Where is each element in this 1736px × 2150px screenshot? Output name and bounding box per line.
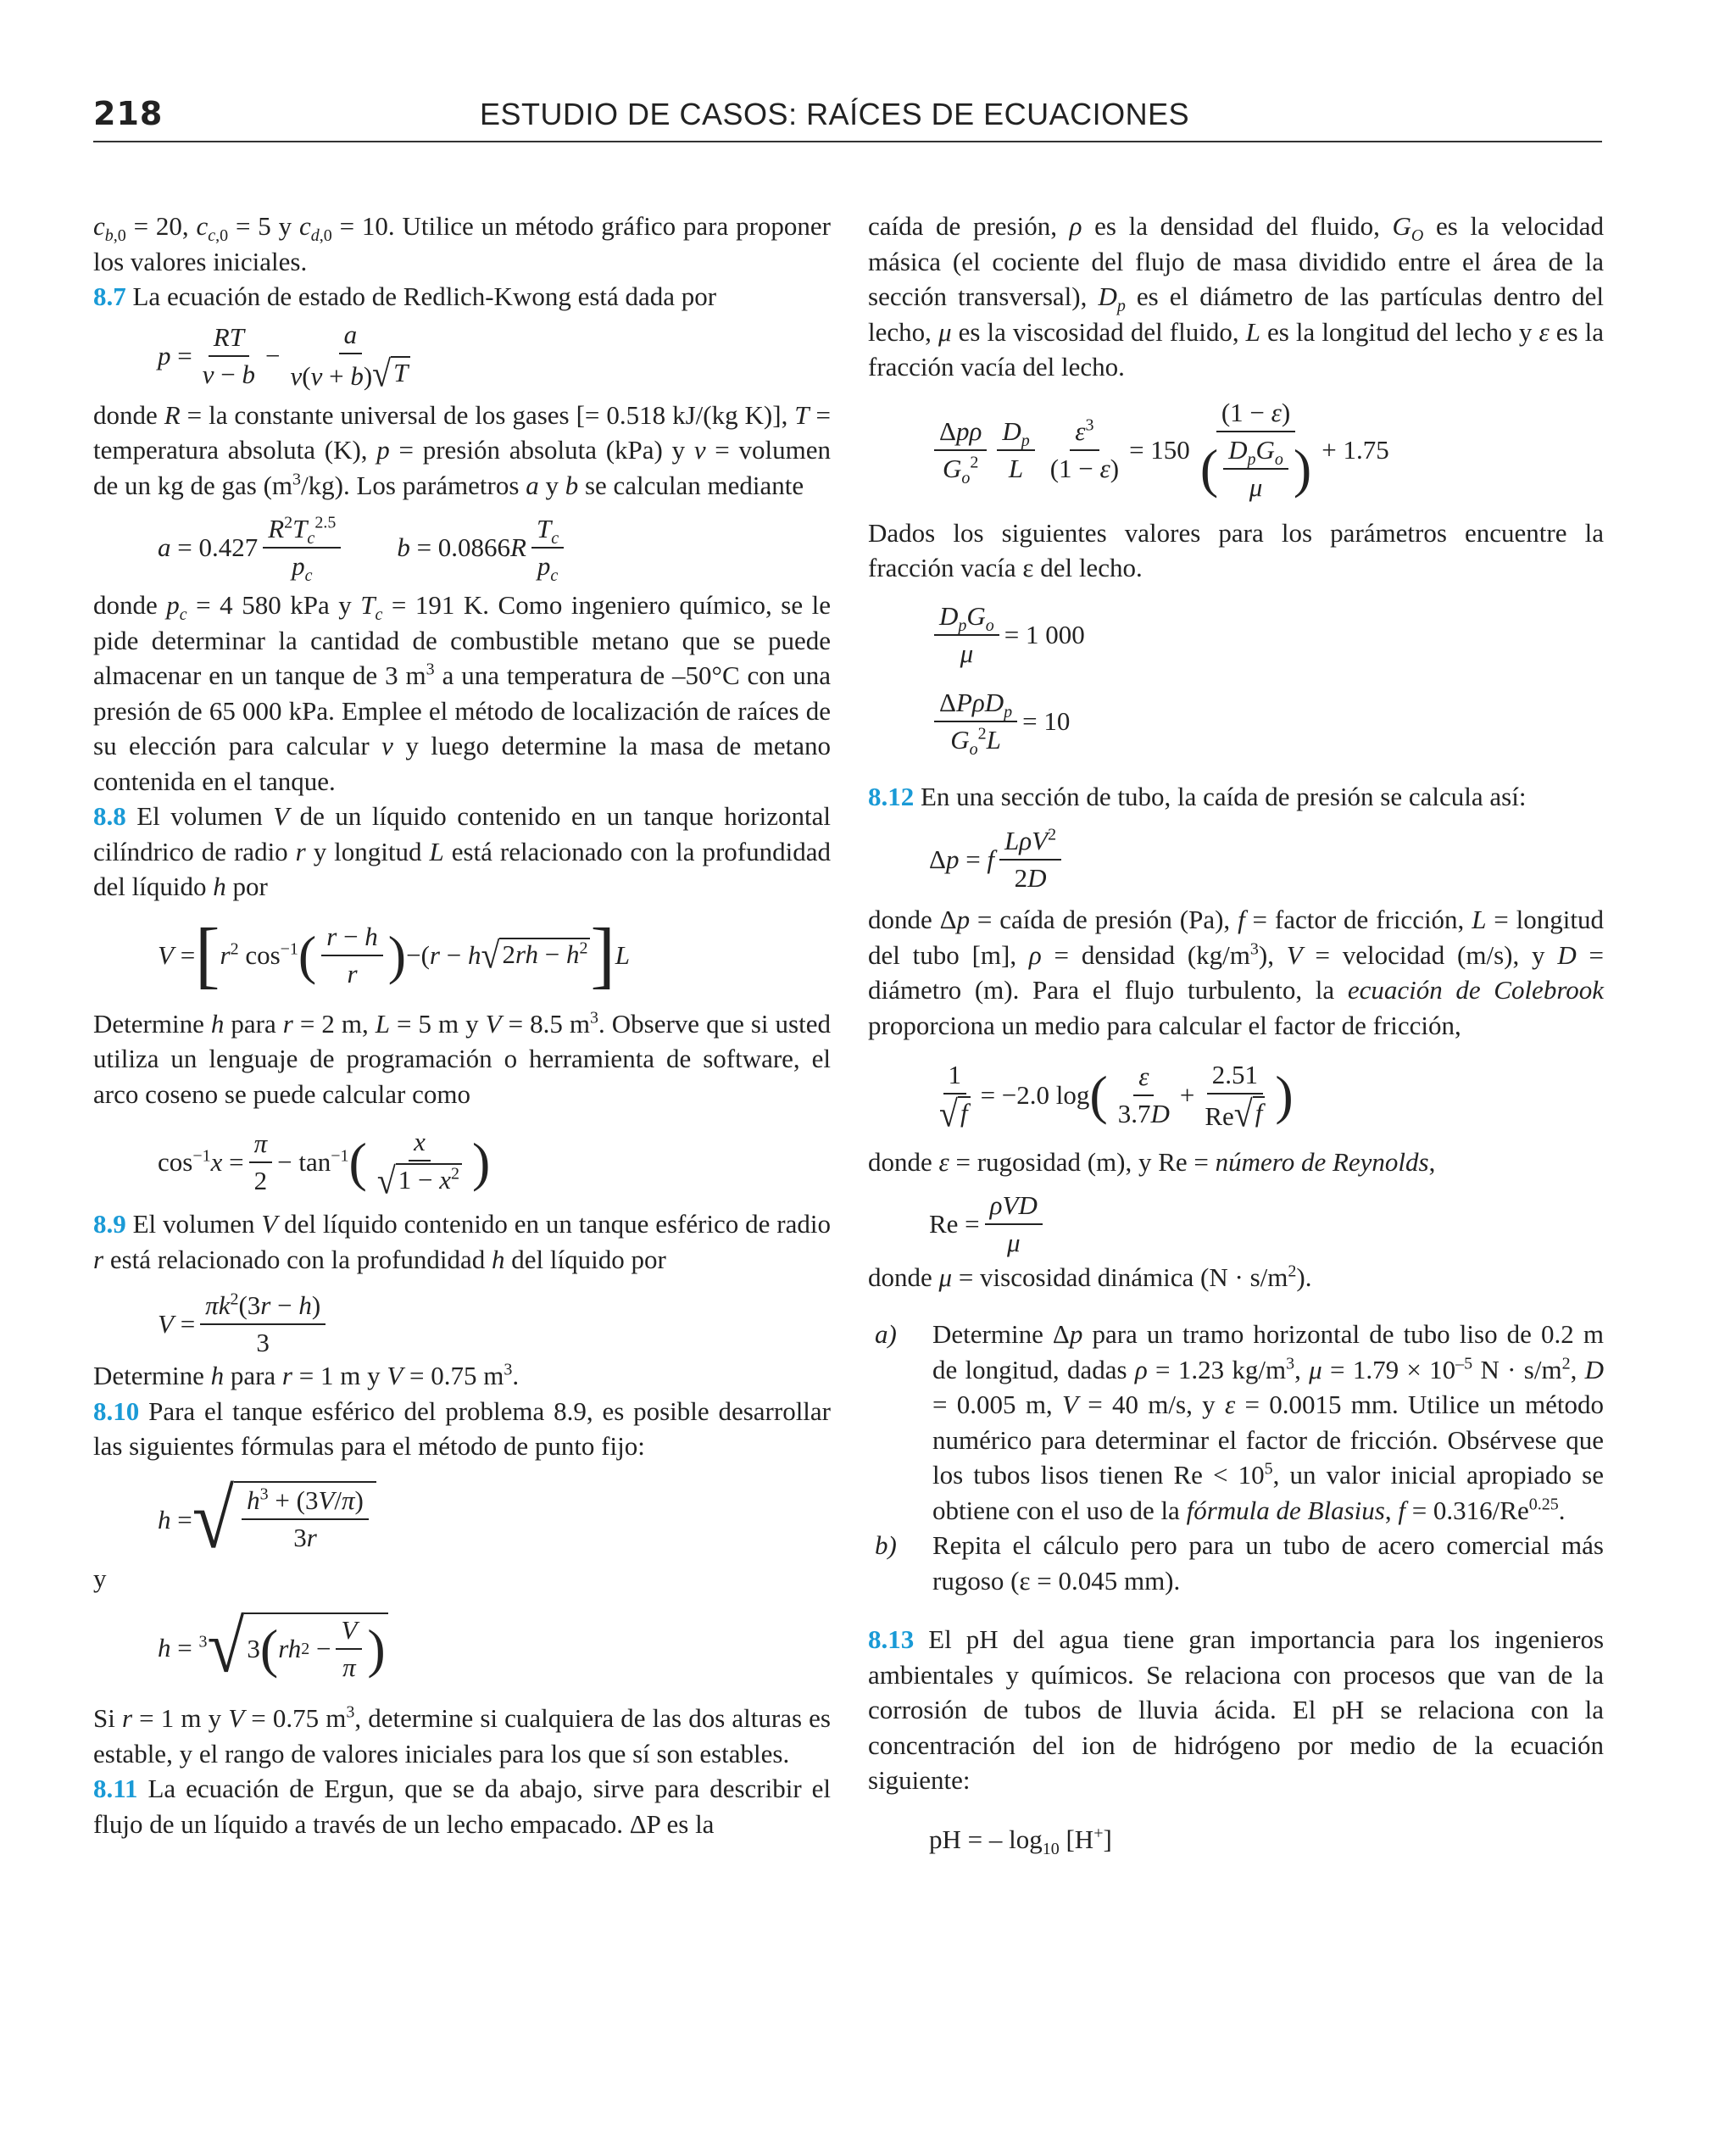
- problem-8-12: [868, 779, 1604, 815]
- problem-number: 8.8: [93, 801, 126, 831]
- list-label: b): [875, 1530, 897, 1560]
- equation-fixed-point-1: h = √ $\frac{h^3 + (3V/\pi)}{3r}$: [158, 1479, 831, 1561]
- equation-spherical-tank: V = $\frac{\pi k^2(3r - h)}{3}$: [158, 1290, 831, 1358]
- list-item-b: [868, 1528, 1604, 1598]
- paragraph: donde μ = viscosidad dinámica $(N \cdot s/m^2)$.: [868, 1262, 1312, 1292]
- problem-8-11: [93, 1771, 831, 1841]
- problem-8-7: [93, 279, 831, 315]
- problem-8-10: [93, 1394, 831, 1464]
- paragraph: Si r = 1 m y V = 0.75 $m^3$, determine si cualquiera de las dos alturas es estable, y el rango de valores iniciales para los que sí son estables.: [93, 1702, 831, 1768]
- paragraph: donde R = la constante universal de los gases [= 0.518 kJ/(kg K)], T = temperatura absoluta (K), p = presión absoluta (kPa) y v = volumen de un kg de gas $(m^3/kg)$. Los parámetros a y b se calculan mediante: [93, 399, 831, 500]
- problem-number: 8.10: [93, 1395, 140, 1426]
- list-item-a: [868, 1317, 1604, 1528]
- problem-text: En una sección de tubo, la caída de presión se calcula así:: [921, 781, 1527, 811]
- list-label: a): [875, 1319, 897, 1349]
- equation-colebrook: 1 √ f = −2.0 log ( $\frac{\varepsilon}{3.7D}$ + 2.51 Re √ f ): [939, 1059, 1294, 1134]
- problem-8-13: [868, 1622, 1604, 1798]
- paragraph: Determine h para r = 2 m, L = 5 m y V = 8.5 $m^3$. Observe que si usted utiliza un lenguaje de programación o herramienta de software, el arco coseno se puede calcular como: [93, 1008, 831, 1109]
- paragraph: donde $p_c = 4$ 580 kPa y $T_c = 191$ K. Como ingeniero químico, se le pide determinar la cantidad de combustible metano que se puede almacenar en un tanque de 3 $m^3$ a una temperatura de –50°C con una presión de 65 000 kPa. Emplee el método de localización de raíces de su elección para calcular v y luego determine la masa de metano contenida en el tanque.: [93, 590, 831, 796]
- value-1000: = 1 000: [1004, 619, 1085, 649]
- problem-text: Para el tanque esférico del problema 8.9, es posible desarrollar las siguientes fórmulas para el método de punto fijo:: [93, 1395, 831, 1461]
- problem-number: 8.12: [868, 781, 915, 811]
- running-head: ESTUDIO DE CASOS: RAÍCES DE ECUACIONES: [480, 97, 1190, 131]
- paragraph-continuation: $c_{b,0} = 20$, $c_{c,0} = 5$ y $c_{d,0} = 10$. Utilice un método gráfico para proponer los valores iniciales.: [93, 211, 831, 276]
- equation-dprhodp: $\frac{\Delta P\rho D_p}{G_o^2L}$ = 10: [929, 679, 1604, 764]
- page-number: 218: [93, 95, 164, 132]
- list-text: Determine Δp para un tramo horizontal de tubo liso de 0.2 m de longitud, dadas ρ = 1.23 $kg/m^3$, $\mu = 1.79 \times 10^{-5}$ $N \cdot s/m^2$, D = 0.005 m, V = 40 m/s, y ε = 0.0015 mm. Utilice un método numérico para determinar el factor de fricción. Obsérvese que los tubos lisos tienen $Re < 10^5$, un valor inicial apropiado se obtiene con el uso de la fórmula de Blasius, $f = 0.316/Re^{0.25}$.: [932, 1319, 1605, 1525]
- problem-8-9: 8.9 El volumen V del líquido contenido en un tanque esférico de radio r está relacionado con la profundidad h del líquido por: [93, 1209, 831, 1274]
- equation-pressure-drop: Δ p = f $\frac{L\rho V^2}{2D}$: [929, 824, 1604, 895]
- equation-ergun: $\frac{\text{Δpρ}}{G_o^2}$ $\frac{D_p}{L}$ $\frac{\varepsilon^3}{(1 - \varepsilon)}$ = 150 (1 − ε) ( $\frac{D_pG_o}{\mu}$ ) + 1.75: [929, 400, 1604, 500]
- problem-text: El pH del agua tiene gran importancia para los ingenieros ambientales y químicos. Se relaciona con procesos que van de la corrosión de tubos de lluvia ácida. El pH se relaciona con la concentración del ion de hidrógeno por medio de la ecuación siguiente:: [868, 1624, 1605, 1795]
- paragraph: donde Δp = caída de presión (Pa), f = factor de fricción, L = longitud del tubo [m], ρ = densidad $(kg/m^3)$, V = velocidad (m/s), y D = diámetro (m). Para el flujo turbulento, la ecuación de Colebrook proporciona un medio para calcular el factor de fricción,: [868, 905, 1604, 1040]
- left-column: [93, 209, 831, 1841]
- right-column: [868, 209, 1604, 1861]
- list-text: Repita el cálculo pero para un tubo de acero comercial más rugoso (ε = 0.045 mm).: [932, 1530, 1604, 1596]
- problem-number: 8.9: [93, 1209, 126, 1239]
- equation-horizontal-tank: V = [ $r^2$ $\cos^{-1}$ ( $\frac{r - h}{r}$ ) −( r − h √ $2rh - h^2$ ] L: [158, 913, 630, 996]
- paragraph: Dados los siguientes valores para los parámetros encuentre la fracción vacía ε del lecho.: [868, 517, 1604, 582]
- paragraph: Determine h para r = 1 m y V = 0.75 $m^3$.: [93, 1360, 520, 1390]
- value-10: = 10: [1022, 705, 1071, 736]
- equation-dpgo: $\frac{D_pG_o}{\mu}$ = 1 000: [929, 593, 1604, 677]
- equation-redlich-kwong: p = $\frac{RT}{v - b}$ − a v(v + b) √ T: [158, 326, 831, 386]
- problem-number: 8.7: [93, 281, 126, 311]
- problem-text: La ecuación de Ergun, que se da abajo, sirve para describir el flujo de un líquido a través de un lecho empacado. ΔP es la: [93, 1774, 831, 1839]
- page-header: [93, 92, 1602, 142]
- problem-number: 8.13: [868, 1624, 915, 1654]
- equation-a-b: a = 0.427 $\frac{R^2T_c^{2.5}}{p_c}$ b = 0.0866 R $\frac{T_c}{p_c}$: [158, 513, 831, 582]
- paragraph: caída de presión, ρ es la densidad del fluido, $G_O$ es la velocidad másica (el cociente del flujo de masa dividido entre el área de la sección transversal), $D_p$ es el diámetro de las partículas dentro del lecho, μ es la viscosidad del fluido, L es la longitud del lecho y ε es la fracción vacía del lecho.: [868, 211, 1604, 382]
- equation-arccos: $\cos^{-1}$ x = $\frac{\pi}{2}$ − $\tan^{-1}$ ( x √ $1 - x^2$ ): [158, 1126, 491, 1201]
- equation-ph: pH = – $\log_{10} [H^+]$: [929, 1824, 1112, 1858]
- connector-y: y: [93, 1562, 107, 1593]
- paragraph: donde ε = rugosidad (m), y Re = número de Reynolds,: [868, 1147, 1436, 1177]
- equation-fixed-point-2: h = $^3$ √ 3 ( rh 2 − $\frac{V}{\pi}$ ): [158, 1607, 831, 1689]
- equation-reynolds: Re = $\frac{\text{ρVD}}{\mu}$: [929, 1189, 1604, 1260]
- problem-text: La ecuación de estado de Redlich-Kwong está dada por: [132, 281, 717, 311]
- problem-number: 8.11: [93, 1774, 138, 1803]
- problem-8-8: 8.8 El volumen V de un líquido contenido en un tanque horizontal cilíndrico de radio r y longitud L está relacionado con la profundidad del líquido h por: [93, 801, 832, 901]
